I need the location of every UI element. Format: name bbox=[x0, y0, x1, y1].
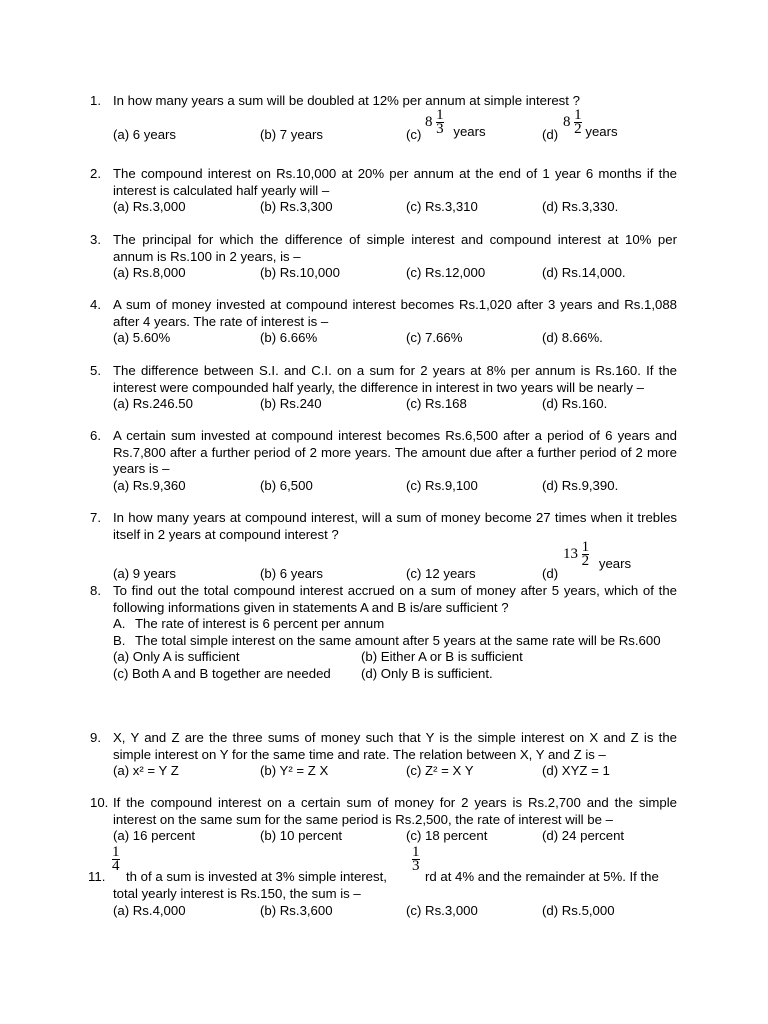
option-d: (d) XYZ = 1 bbox=[542, 763, 610, 778]
option-a: (a) Only A is sufficient bbox=[113, 649, 240, 664]
option-d: (d) Rs.5,000 bbox=[542, 902, 615, 918]
question-text: The difference between S.I. and C.I. on a sum for 2 years at 8% per annum is Rs.160. If the interest were compounded half yearly, the difference in interest in two years will be nearly – bbox=[113, 363, 677, 395]
question-number: 1. bbox=[90, 93, 101, 108]
option-b: (b) Rs.3,600 bbox=[260, 902, 333, 918]
question-text: A certain sum invested at compound interest becomes Rs.6,500 after a period of 6 years and Rs.7,800 after a further period of 2 more years. The amount due after a further period of 2 more years is – bbox=[113, 428, 677, 476]
option-c: (c) Rs.3,310 bbox=[406, 199, 478, 214]
question-3 bbox=[90, 232, 677, 282]
options-row bbox=[113, 763, 677, 780]
options-row: (a) 6 years (b) 7 years (c) (d) bbox=[113, 126, 559, 142]
option-c: (c) Z² = X Y bbox=[406, 763, 474, 778]
option-c: (c) 7.66% bbox=[406, 330, 463, 345]
option-a: (a) 6 years bbox=[113, 126, 177, 142]
question-2 bbox=[90, 166, 677, 216]
options-row bbox=[113, 478, 677, 495]
question-text-line1: th of a sum is invested at 3% simple interest, rd at 4% and the remainder at 5%. If the bbox=[126, 869, 659, 884]
question-text: If the compound interest on a certain sum of money for 2 years is Rs.2,700 and the simple interest on the same sum for the same period is Rs.2,500, the rate of interest will be – bbox=[113, 795, 677, 827]
options-row bbox=[113, 199, 677, 216]
question-10 bbox=[90, 795, 677, 845]
option-d: (d) Only B is sufficient. bbox=[361, 666, 493, 681]
option-d: (d) Rs.160. bbox=[542, 396, 608, 411]
options-row bbox=[113, 649, 677, 666]
options-row bbox=[113, 903, 677, 920]
options-row bbox=[113, 666, 677, 683]
question-5 bbox=[90, 363, 677, 413]
statement-b: B. The total simple interest on the same amount after 5 years at the same rate will be Rs.600 bbox=[113, 632, 661, 648]
question-number: 11. bbox=[88, 869, 106, 884]
option-c: (c) 12 years bbox=[406, 566, 476, 581]
option-b: (b) Rs.10,000 bbox=[260, 265, 340, 280]
fraction-one-fourth: $\frac{1}{4}$ bbox=[112, 844, 120, 874]
option-d: (d) 24 percent bbox=[542, 828, 625, 843]
option-a: (a) 16 percent bbox=[113, 828, 196, 843]
option-c: (c) Rs.3,000 bbox=[406, 902, 478, 918]
option-c: (c) 18 percent bbox=[406, 828, 488, 843]
option-c: (c) Rs.12,000 bbox=[406, 265, 486, 280]
option-b: (b) Y² = Z X bbox=[260, 763, 329, 778]
question-number: 8. bbox=[90, 583, 101, 598]
option-a: (a) x² = Y Z bbox=[113, 763, 179, 778]
question-text: The principal for which the difference of simple interest and compound interest at 10% per annum is Rs.100 in 2 years, is – bbox=[113, 232, 677, 264]
option-b: (b) Rs.240 bbox=[260, 396, 322, 411]
option-d: (d) Rs.9,390. bbox=[542, 477, 619, 493]
option-b: (b) 6 years bbox=[260, 566, 324, 581]
option-c-mixed-number: 8 $\frac{1}{3}$ years bbox=[425, 107, 486, 139]
option-b: (b) 6,500 bbox=[260, 477, 313, 493]
question-number: 6. bbox=[90, 428, 101, 443]
option-b: (b) 7 years bbox=[260, 126, 324, 142]
options-row bbox=[113, 330, 677, 347]
option-b: (b) 10 percent bbox=[260, 828, 343, 843]
option-c: (c) Rs.168 bbox=[406, 396, 467, 411]
question-number: 10. bbox=[90, 795, 109, 810]
question-number: 5. bbox=[90, 363, 101, 378]
option-c: (c) Both A and B together are needed bbox=[113, 666, 331, 681]
question-text: X, Y and Z are the three sums of money such that Y is the simple interest on X and Z is the simple interest on Y for the same time and rate. The relation between X, Y and Z is – bbox=[113, 730, 677, 762]
statement-a: A. The rate of interest is 6 percent per annum bbox=[113, 616, 385, 631]
question-number: 2. bbox=[90, 166, 101, 181]
options-row bbox=[113, 396, 677, 413]
question-6 bbox=[90, 428, 677, 495]
option-c: (c) Rs.9,100 bbox=[406, 477, 478, 493]
option-a: (a) Rs.246.50 bbox=[113, 396, 193, 411]
question-number: 4. bbox=[90, 297, 101, 312]
option-a: (a) Rs.4,000 bbox=[113, 902, 186, 918]
options-row bbox=[113, 828, 677, 845]
option-d: (d) Rs.3,330. bbox=[542, 199, 619, 214]
question-4 bbox=[90, 297, 677, 347]
options-row bbox=[113, 265, 677, 282]
option-a: (a) Rs.3,000 bbox=[113, 199, 186, 214]
statements bbox=[113, 616, 677, 649]
question-text-line2: total yearly interest is Rs.150, the sum is – bbox=[113, 886, 361, 901]
question-text: To find out the total compound interest accrued on a sum of money after 5 years, which of the following informations given in statements A and B is/are sufficient ? bbox=[113, 583, 677, 615]
question-11 bbox=[88, 869, 677, 920]
option-d-mixed-number: 13 $\frac{1}{2}$ years bbox=[563, 539, 632, 571]
option-b: (b) 6.66% bbox=[260, 330, 318, 345]
question-number: 3. bbox=[90, 232, 101, 247]
option-d-mixed-number: 8 $\frac{1}{2}$ years bbox=[563, 107, 618, 139]
option-d: (d) 8.66%. bbox=[542, 330, 603, 345]
option-a: (a) 5.60% bbox=[113, 330, 171, 345]
option-d: (d) bbox=[542, 566, 559, 581]
question-text: In how many years at compound interest, will a sum of money become 27 times when it trebles itself in 2 years at compound interest ? bbox=[113, 510, 677, 542]
option-b: (b) Either A or B is sufficient bbox=[361, 649, 523, 664]
option-d: (d) Rs.14,000. bbox=[542, 265, 626, 280]
question-text: The compound interest on Rs.10,000 at 20% per annum at the end of 1 year 6 months if the interest is calculated half yearly will – bbox=[113, 166, 677, 198]
fraction-one-third: $\frac{1}{3}$ bbox=[412, 844, 420, 874]
question-number: 7. bbox=[90, 510, 101, 525]
question-text: In how many years a sum will be doubled at 12% per annum at simple interest ? bbox=[113, 93, 580, 108]
option-b: (b) Rs.3,300 bbox=[260, 199, 333, 214]
option-a: (a) Rs.8,000 bbox=[113, 265, 186, 280]
question-8 bbox=[90, 583, 677, 683]
question-9 bbox=[90, 730, 677, 780]
option-a: (a) 9 years bbox=[113, 566, 177, 581]
question-number: 9. bbox=[90, 730, 101, 745]
option-a: (a) Rs.9,360 bbox=[113, 477, 186, 493]
question-text: A sum of money invested at compound interest becomes Rs.1,020 after 3 years and Rs.1,088 after 4 years. The rate of interest is – bbox=[113, 297, 677, 329]
